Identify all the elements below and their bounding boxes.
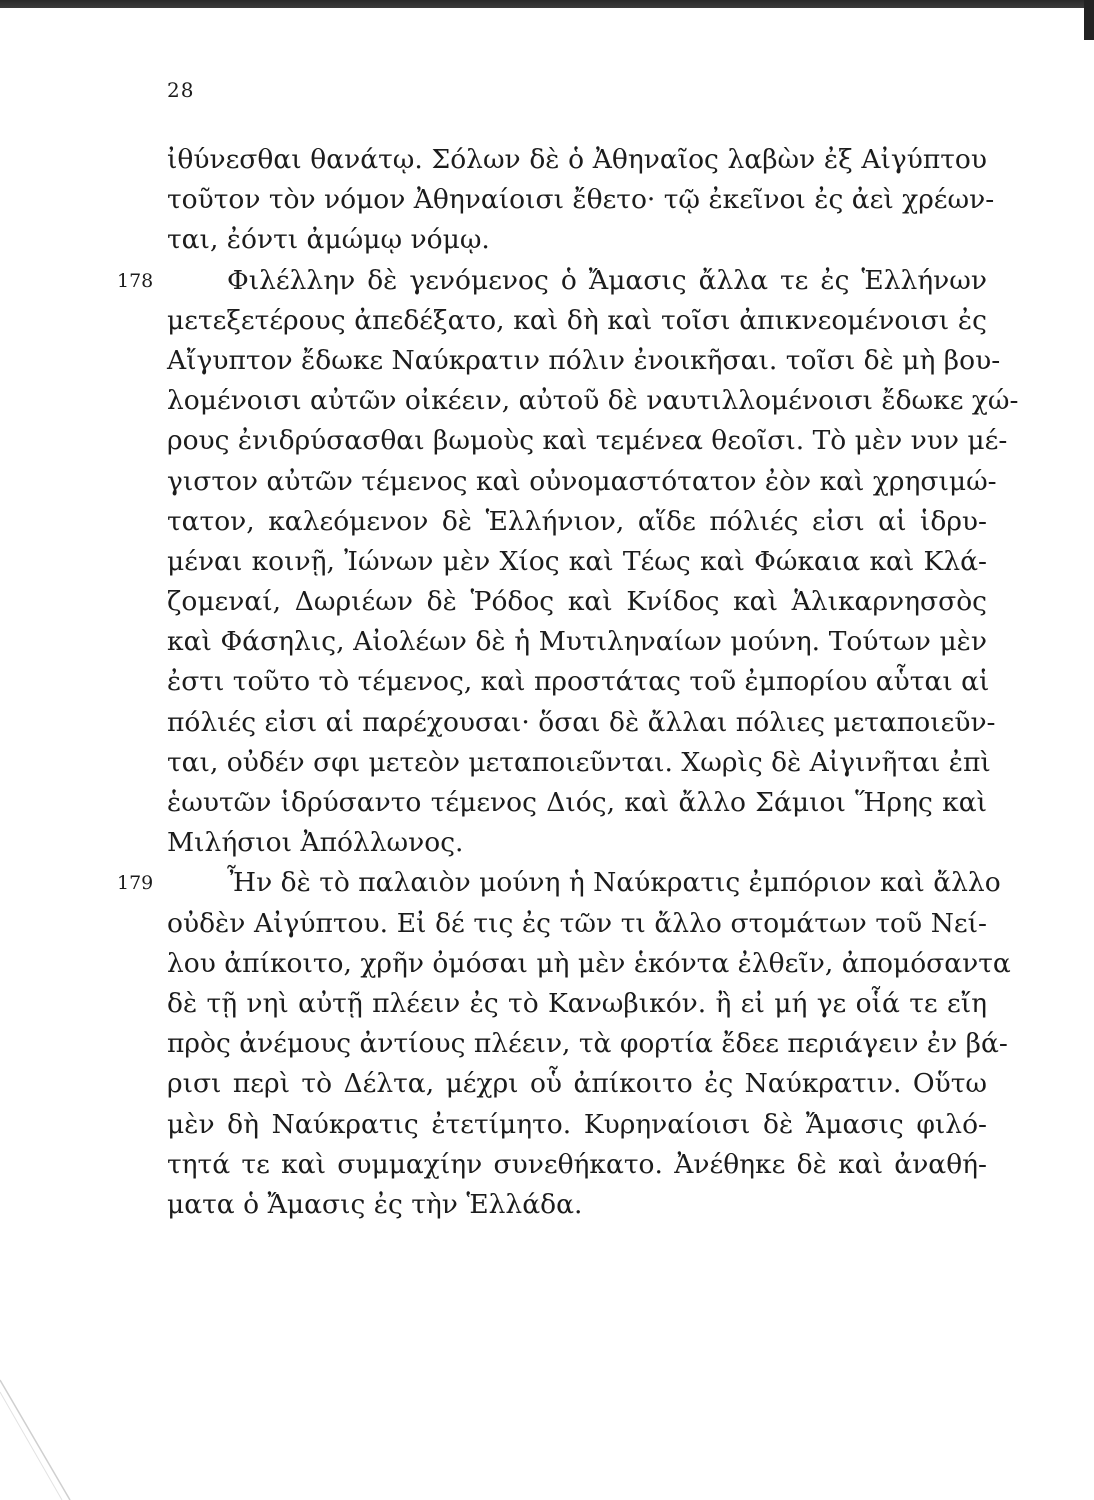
text-line: ρους ἐνιδρύσασθαι βωμοὺς καὶ τεμένεα θεοῖσι. Τὸ μὲν νυν μέ- [167, 425, 1008, 457]
paragraph-179 [117, 863, 1011, 1225]
section-number: 179 [117, 872, 154, 895]
paragraph-continuation [167, 140, 995, 261]
text-line: ἐστι τοῦτο τὸ τέμενος, καὶ προστάτας τοῦ ἐμπορίου αὗται αἱ [167, 666, 990, 698]
text-line: τητά τε καὶ συμμαχίην συνεθήκατο. Ἀνέθηκε δὲ καὶ ἀναθή- [167, 1148, 987, 1180]
page-fold-mark [0, 1300, 80, 1500]
text-line: ρισι περὶ τὸ Δέλτα, μέχρι οὗ ἀπίκοιτο ἐς Ναύκρατιν. Οὕτω [167, 1068, 987, 1100]
text-line: καὶ Φάσηλις, Αἰολέων δὲ ἡ Μυτιληναίων μούνη. Τούτων μὲν [167, 626, 987, 658]
text-line: λομένοισι αὐτῶν οἰκέειν, αὐτοῦ δὲ ναυτιλλομένοισι ἔδωκε χώ- [167, 385, 1019, 417]
text-line: ἰθύνεσθαι θανάτῳ. Σόλων δὲ ὁ Ἀθηναῖος λαβὼν ἐξ Αἰγύπτου [167, 144, 987, 175]
text-line: ζομεναί, Δωριέων δὲ Ῥόδος καὶ Κνίδος καὶ Ἁλικαρνησσὸς [167, 586, 987, 618]
text-line: ται, οὐδέν σφι μετεὸν μεταποιεῦνται. Χωρὶς δὲ Αἰγινῆται ἐπὶ [167, 746, 991, 778]
text-line: ται, ἐόντι ἀμώμῳ νόμῳ. [167, 224, 490, 256]
scan-top-edge [0, 0, 1094, 8]
text-line: πόλιές εἰσι αἱ παρέχουσαι· ὅσαι δὲ ἄλλαι πόλιες μεταποιεῦν- [167, 706, 996, 738]
text-line: λου ἀπίκοιτο, χρῆν ὀμόσαι μὴ μὲν ἑκόντα ἐλθεῖν, ἀπομόσαντα [167, 947, 1011, 979]
text-line: ματα ὁ Ἄμασις ἐς τὴν Ἑλλάδα. [167, 1188, 583, 1220]
text-line: πρὸς ἀνέμους ἀντίους πλέειν, τὰ φορτία ἔδεε περιάγειν ἐν βά- [167, 1028, 1008, 1060]
text-line: τατον, καλεόμενον δὲ Ἑλλήνιον, αἵδε πόλιές εἰσι αἱ ἱδρυ- [167, 505, 987, 537]
text-line: τοῦτον τὸν νόμον Ἀθηναίοισι ἔθετο· τῷ ἐκεῖνοι ἐς ἀεὶ χρέων- [167, 184, 995, 216]
text-line: ἑωυτῶν ἱδρύσαντο τέμενος Διός, καὶ ἄλλο Σάμιοι Ἥρης καὶ [167, 787, 987, 818]
text-line: μετεξετέρους ἀπεδέξατο, καὶ δὴ καὶ τοῖσι ἀπικνεομένοισι ἐς [167, 304, 987, 336]
scan-corner-shadow [1084, 0, 1094, 40]
text-body [117, 140, 1019, 1225]
section-number: 178 [117, 269, 154, 292]
text-line: γιστον αὐτῶν τέμενος καὶ οὐνομαστότατον ἐὸν καὶ χρησιμώ- [167, 465, 997, 497]
text-line: δὲ τῇ νηὶ αὐτῇ πλέειν ἐς τὸ Κανωβικόν. ἢ εἰ μή γε οἷά τε εἴη [167, 987, 987, 1019]
text-line: Φιλέλλην δὲ γενόμενος ὁ Ἄμασις ἄλλα τε ἐς Ἑλλήνων [227, 264, 987, 296]
text-line: Ἦν δὲ τὸ παλαιὸν μούνη ἡ Ναύκρατις ἐμπόριον καὶ ἄλλο [227, 867, 1001, 899]
text-line: μὲν δὴ Ναύκρατις ἐτετίμητο. Κυρηναίοισι δὲ Ἄμασις φιλό- [167, 1108, 987, 1140]
text-line: Αἴγυπτον ἔδωκε Ναύκρατιν πόλιν ἐνοικῆσαι. τοῖσι δὲ μὴ βου- [167, 344, 1001, 376]
text-line: οὐδὲν Αἰγύπτου. Εἰ δέ τις ἐς τῶν τι ἄλλο στομάτων τοῦ Νεί- [167, 907, 987, 939]
page-number: 28 [167, 78, 195, 102]
paragraph-178 [117, 261, 1019, 864]
text-line: Μιλήσιοι Ἀπόλλωνος. [167, 827, 464, 859]
text-line: μέναι κοινῇ, Ἰώνων μὲν Χίος καὶ Τέως καὶ Φώκαια καὶ Κλά- [167, 545, 987, 577]
